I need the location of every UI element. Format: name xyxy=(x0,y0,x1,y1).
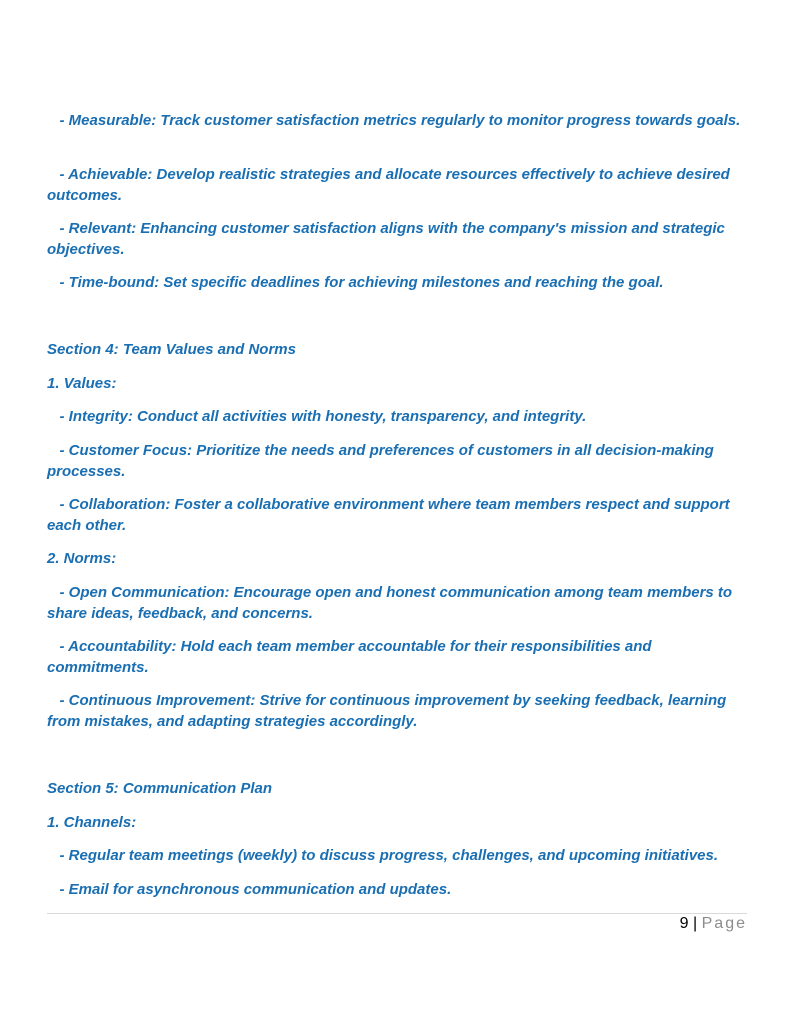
page-separator: | xyxy=(693,915,698,932)
footer-divider xyxy=(47,913,747,914)
norms-heading: 2. Norms: xyxy=(47,550,117,567)
page-number: 9 xyxy=(679,915,689,932)
paragraph-integrity: - Integrity: Conduct all activities with honesty, transparency, and integrity. xyxy=(47,408,587,425)
paragraph-relevant: - Relevant: Enhancing customer satisfaction aligns with the company's mission and strategic objectives. xyxy=(47,220,730,258)
paragraph-collaboration: - Collaboration: Foster a collaborative environment where team members respect and support each other. xyxy=(47,496,734,534)
paragraph-measurable: - Measurable: Track customer satisfaction metrics regularly to monitor progress towards goals. xyxy=(47,112,741,129)
values-heading: 1. Values: xyxy=(47,375,117,392)
paragraph-time-bound: - Time-bound: Set specific deadlines for achieving milestones and reaching the goal. xyxy=(47,274,664,291)
page-footer xyxy=(680,913,747,935)
paragraph-achievable: - Achievable: Develop realistic strategies and allocate resources effectively to achieve desired outcomes. xyxy=(47,166,734,204)
paragraph-team-meetings: - Regular team meetings (weekly) to discuss progress, challenges, and upcoming initiatives. xyxy=(47,847,719,864)
paragraph-accountability: - Accountability: Hold each team member accountable for their responsibilities and commitments. xyxy=(47,638,656,676)
paragraph-open-communication: - Open Communication: Encourage open and honest communication among team members to share ideas, feedback, and concerns. xyxy=(47,584,737,622)
paragraph-customer-focus: - Customer Focus: Prioritize the needs and preferences of customers in all decision-making processes. xyxy=(47,442,719,480)
page-label: Page xyxy=(701,915,747,932)
section-4-heading: Section 4: Team Values and Norms xyxy=(47,341,296,358)
section-5-heading: Section 5: Communication Plan xyxy=(47,780,273,797)
paragraph-continuous-improvement: - Continuous Improvement: Strive for continuous improvement by seeking feedback, learning from mistakes, and adapting strategies accordingly. xyxy=(47,692,731,730)
channels-heading: 1. Channels: xyxy=(47,814,137,831)
paragraph-email: - Email for asynchronous communication and updates. xyxy=(47,881,452,898)
